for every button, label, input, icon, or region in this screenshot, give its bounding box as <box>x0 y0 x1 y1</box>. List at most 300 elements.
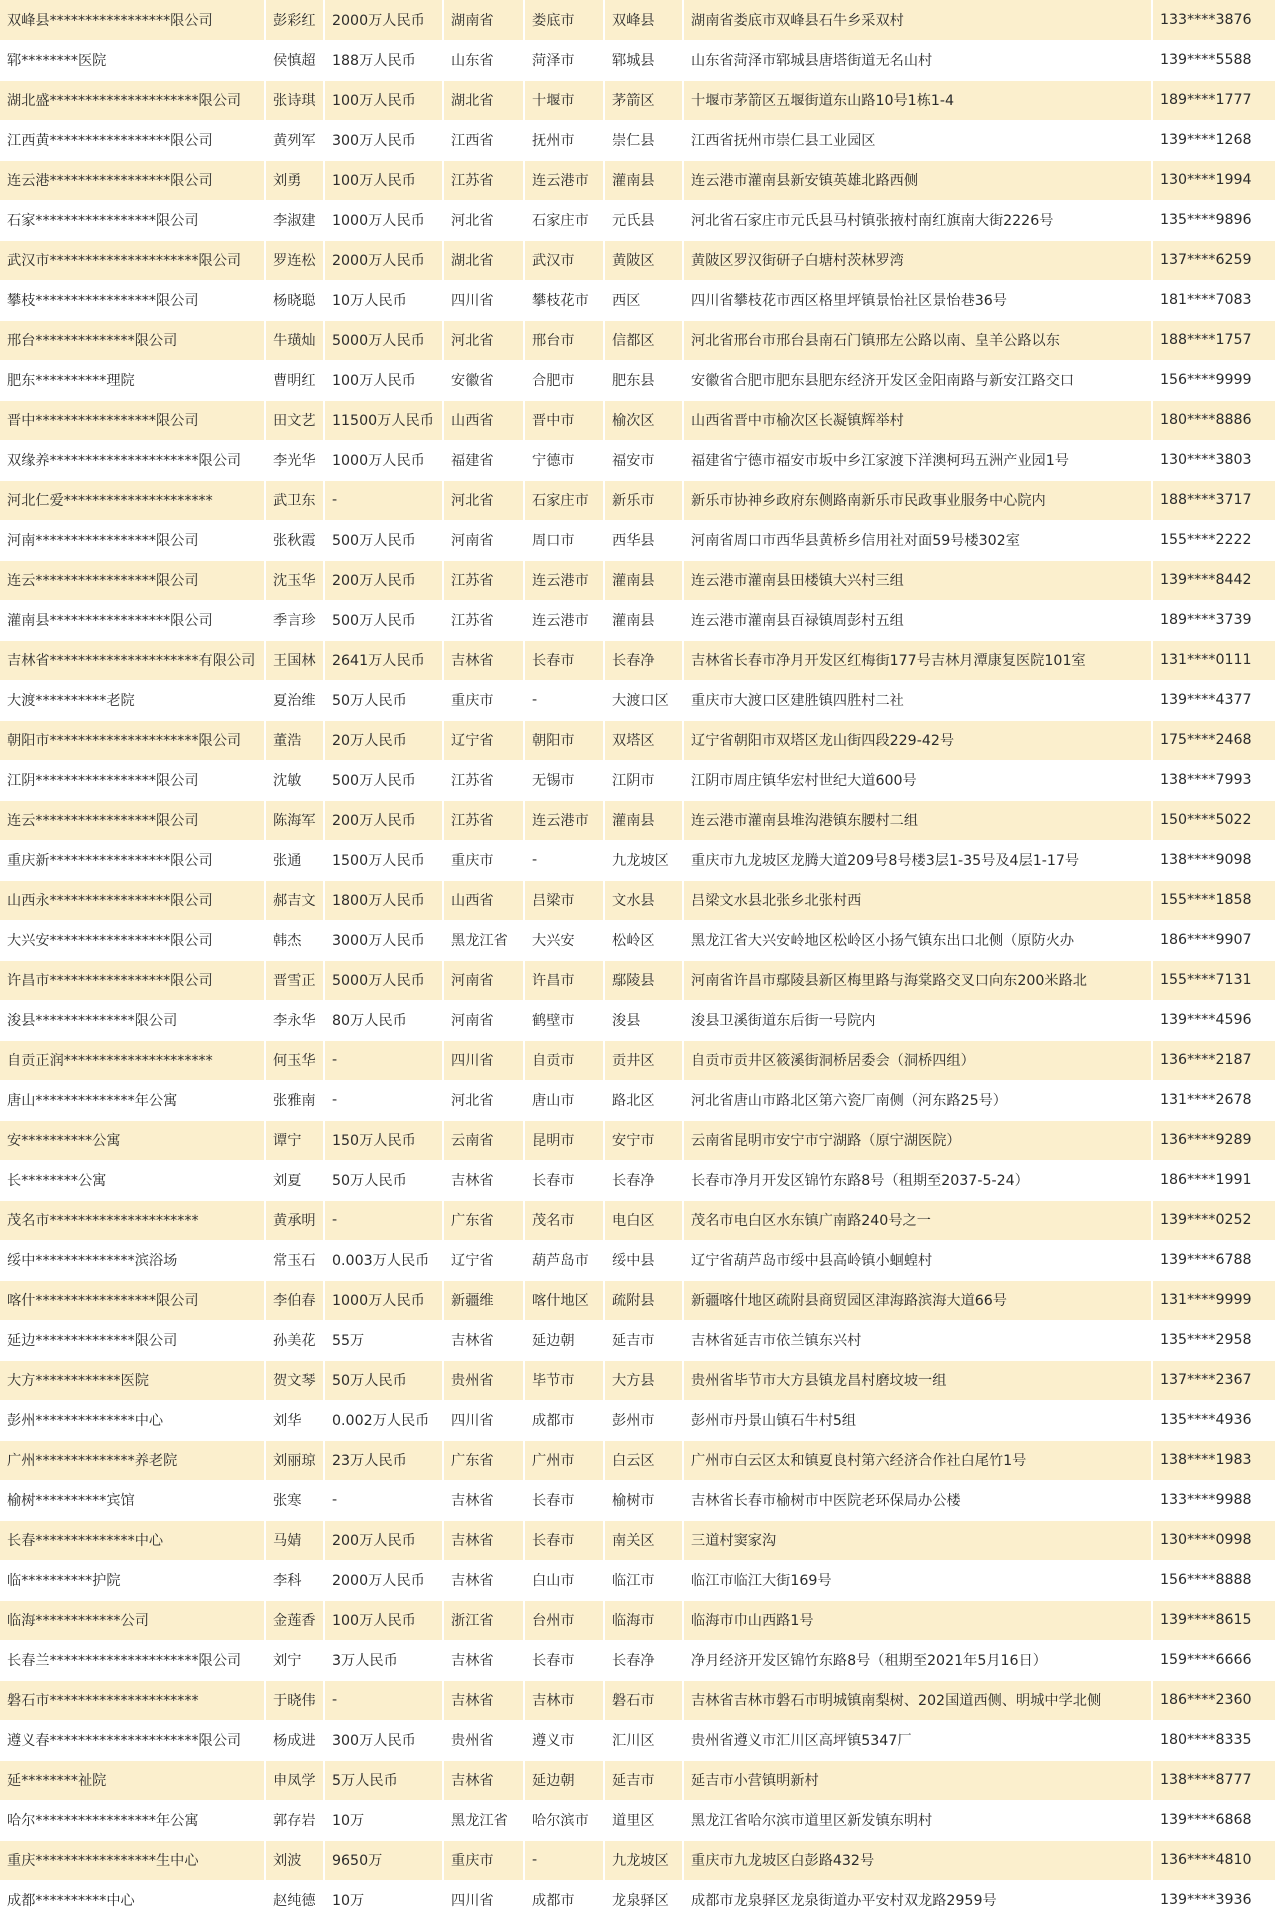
phone-cell: 159****6666 <box>1152 1640 1276 1680</box>
phone-cell: 181****7083 <box>1152 280 1276 320</box>
capital-cell: 80万人民币 <box>324 1000 443 1040</box>
address-cell: 吉林省吉林市磐石市明城镇南梨树、202国道西侧、明城中学北侧 <box>683 1680 1152 1720</box>
city-cell: - <box>524 680 604 720</box>
contact-name-cell: 张雅南 <box>265 1080 324 1120</box>
capital-cell: - <box>324 1080 443 1120</box>
capital-cell: 10万 <box>324 1800 443 1840</box>
company-name-cell: 河北仁爱********************* <box>0 480 265 520</box>
district-cell: 肥东县 <box>604 360 683 400</box>
address-cell: 河南省许昌市鄢陵县新区梅里路与海棠路交叉口向东200米路北 <box>683 960 1152 1000</box>
city-cell: 石家庄市 <box>524 200 604 240</box>
contact-name-cell: 曹明红 <box>265 360 324 400</box>
province-cell: 福建省 <box>443 440 524 480</box>
city-cell: 成都市 <box>524 1400 604 1440</box>
phone-cell: 155****7131 <box>1152 960 1276 1000</box>
province-cell: 河南省 <box>443 520 524 560</box>
province-cell: 四川省 <box>443 1880 524 1920</box>
address-cell: 湖南省娄底市双峰县石牛乡采双村 <box>683 0 1152 40</box>
address-cell: 连云港市灌南县新安镇英雄北路西侧 <box>683 160 1152 200</box>
district-cell: 长春净 <box>604 1640 683 1680</box>
district-cell: 延吉市 <box>604 1320 683 1360</box>
contact-name-cell: 谭宁 <box>265 1120 324 1160</box>
company-name-cell: 临**********护院 <box>0 1560 265 1600</box>
capital-cell: - <box>324 1200 443 1240</box>
city-cell: 宁德市 <box>524 440 604 480</box>
company-name-cell: 榆树**********宾馆 <box>0 1480 265 1520</box>
company-name-cell: 朝阳市*********************限公司 <box>0 720 265 760</box>
capital-cell: 50万人民币 <box>324 1160 443 1200</box>
phone-cell: 139****8615 <box>1152 1600 1276 1640</box>
capital-cell: 1500万人民币 <box>324 840 443 880</box>
contact-name-cell: 沈玉华 <box>265 560 324 600</box>
contact-name-cell: 杨晓聪 <box>265 280 324 320</box>
district-cell: 新乐市 <box>604 480 683 520</box>
table-row <box>0 400 1276 440</box>
company-name-cell: 大兴安*****************限公司 <box>0 920 265 960</box>
capital-cell: 200万人民币 <box>324 1520 443 1560</box>
company-name-cell: 延边**************限公司 <box>0 1320 265 1360</box>
capital-cell: 1000万人民币 <box>324 1280 443 1320</box>
address-cell: 重庆市九龙坡区白彭路432号 <box>683 1840 1152 1880</box>
address-cell: 茂名市电白区水东镇广南路240号之一 <box>683 1200 1152 1240</box>
address-cell: 安徽省合肥市肥东县肥东经济开发区金阳南路与新安江路交口 <box>683 360 1152 400</box>
phone-cell: 136****2187 <box>1152 1040 1276 1080</box>
phone-cell: 180****8886 <box>1152 400 1276 440</box>
capital-cell: 100万人民币 <box>324 80 443 120</box>
company-name-cell: 河南*****************限公司 <box>0 520 265 560</box>
phone-cell: 156****8888 <box>1152 1560 1276 1600</box>
contact-name-cell: 孙美花 <box>265 1320 324 1360</box>
contact-name-cell: 牛璜灿 <box>265 320 324 360</box>
capital-cell: - <box>324 1040 443 1080</box>
contact-name-cell: 董浩 <box>265 720 324 760</box>
address-cell: 新疆喀什地区疏附县商贸园区津海路滨海大道66号 <box>683 1280 1152 1320</box>
company-name-cell: 郓********医院 <box>0 40 265 80</box>
company-name-cell: 山西永*****************限公司 <box>0 880 265 920</box>
district-cell: 临江市 <box>604 1560 683 1600</box>
province-cell: 辽宁省 <box>443 720 524 760</box>
contact-name-cell: 李淑建 <box>265 200 324 240</box>
capital-cell: 300万人民币 <box>324 120 443 160</box>
company-name-cell: 长********公寓 <box>0 1160 265 1200</box>
capital-cell: 5000万人民币 <box>324 320 443 360</box>
company-name-cell: 延********祉院 <box>0 1760 265 1800</box>
province-cell: 重庆市 <box>443 680 524 720</box>
phone-cell: 130****1994 <box>1152 160 1276 200</box>
table-row <box>0 640 1276 680</box>
city-cell: 武汉市 <box>524 240 604 280</box>
address-cell: 成都市龙泉驿区龙泉街道办平安村双龙路2959号 <box>683 1880 1152 1920</box>
city-cell: 台州市 <box>524 1600 604 1640</box>
province-cell: 江西省 <box>443 120 524 160</box>
capital-cell: - <box>324 1680 443 1720</box>
contact-name-cell: 夏治维 <box>265 680 324 720</box>
company-name-cell: 绥中**************滨浴场 <box>0 1240 265 1280</box>
company-name-cell: 武汉市*********************限公司 <box>0 240 265 280</box>
contact-name-cell: 侯慎超 <box>265 40 324 80</box>
address-cell: 延吉市小营镇明新村 <box>683 1760 1152 1800</box>
province-cell: 辽宁省 <box>443 1240 524 1280</box>
contact-name-cell: 于晓伟 <box>265 1680 324 1720</box>
province-cell: 河南省 <box>443 1000 524 1040</box>
capital-cell: 9650万 <box>324 1840 443 1880</box>
city-cell: 长春市 <box>524 1640 604 1680</box>
contact-name-cell: 陈海军 <box>265 800 324 840</box>
address-cell: 连云港市灌南县田楼镇大兴村三组 <box>683 560 1152 600</box>
province-cell: 江苏省 <box>443 560 524 600</box>
phone-cell: 130****3803 <box>1152 440 1276 480</box>
table-row <box>0 560 1276 600</box>
table-row <box>0 1640 1276 1680</box>
table-row <box>0 440 1276 480</box>
company-name-cell: 长春**************中心 <box>0 1520 265 1560</box>
district-cell: 双塔区 <box>604 720 683 760</box>
district-cell: 延吉市 <box>604 1760 683 1800</box>
province-cell: 安徽省 <box>443 360 524 400</box>
company-name-cell: 安**********公寓 <box>0 1120 265 1160</box>
phone-cell: 139****1268 <box>1152 120 1276 160</box>
district-cell: 鄢陵县 <box>604 960 683 1000</box>
company-name-cell: 双峰县*****************限公司 <box>0 0 265 40</box>
province-cell: 吉林省 <box>443 1680 524 1720</box>
address-cell: 重庆市大渡口区建胜镇四胜村二社 <box>683 680 1152 720</box>
city-cell: 白山市 <box>524 1560 604 1600</box>
company-name-cell: 磐石市********************* <box>0 1680 265 1720</box>
table-row <box>0 1800 1276 1840</box>
company-name-cell: 茂名市********************* <box>0 1200 265 1240</box>
capital-cell: 10万人民币 <box>324 280 443 320</box>
capital-cell: 50万人民币 <box>324 1360 443 1400</box>
city-cell: 广州市 <box>524 1440 604 1480</box>
capital-cell: 500万人民币 <box>324 600 443 640</box>
phone-cell: 133****3876 <box>1152 0 1276 40</box>
address-cell: 彭州市丹景山镇石牛村5组 <box>683 1400 1152 1440</box>
province-cell: 湖南省 <box>443 0 524 40</box>
table-row <box>0 1280 1276 1320</box>
table-row <box>0 1600 1276 1640</box>
district-cell: 黄陂区 <box>604 240 683 280</box>
city-cell: 吕梁市 <box>524 880 604 920</box>
company-name-cell: 彭州**************中心 <box>0 1400 265 1440</box>
phone-cell: 188****3717 <box>1152 480 1276 520</box>
capital-cell: 100万人民币 <box>324 160 443 200</box>
contact-name-cell: 刘宁 <box>265 1640 324 1680</box>
phone-cell: 136****4810 <box>1152 1840 1276 1880</box>
contact-name-cell: 黄承明 <box>265 1200 324 1240</box>
contact-name-cell: 刘华 <box>265 1400 324 1440</box>
address-cell: 江阴市周庄镇华宏村世纪大道600号 <box>683 760 1152 800</box>
city-cell: 大兴安 <box>524 920 604 960</box>
contact-name-cell: 王国林 <box>265 640 324 680</box>
capital-cell: 1800万人民币 <box>324 880 443 920</box>
city-cell: 周口市 <box>524 520 604 560</box>
city-cell: 十堰市 <box>524 80 604 120</box>
contact-name-cell: 李光华 <box>265 440 324 480</box>
province-cell: 吉林省 <box>443 1560 524 1600</box>
capital-cell: - <box>324 1480 443 1520</box>
phone-cell: 138****8777 <box>1152 1760 1276 1800</box>
address-cell: 福建省宁德市福安市坂中乡江家渡下洋澳柯玛五洲产业园1号 <box>683 440 1152 480</box>
address-cell: 河北省石家庄市元氏县马村镇张掖村南红旗南大街2226号 <box>683 200 1152 240</box>
province-cell: 黑龙江省 <box>443 920 524 960</box>
province-cell: 山西省 <box>443 880 524 920</box>
district-cell: 西华县 <box>604 520 683 560</box>
company-name-cell: 晋中*****************限公司 <box>0 400 265 440</box>
table-row <box>0 1040 1276 1080</box>
address-cell: 贵州省遵义市汇川区高坪镇5347厂 <box>683 1720 1152 1760</box>
table-row <box>0 1560 1276 1600</box>
table-row <box>0 480 1276 520</box>
phone-cell: 139****4596 <box>1152 1000 1276 1040</box>
phone-cell: 136****9289 <box>1152 1120 1276 1160</box>
district-cell: 灌南县 <box>604 560 683 600</box>
city-cell: 遵义市 <box>524 1720 604 1760</box>
province-cell: 黑龙江省 <box>443 1800 524 1840</box>
phone-cell: 139****8442 <box>1152 560 1276 600</box>
province-cell: 河北省 <box>443 1080 524 1120</box>
address-cell: 辽宁省葫芦岛市绥中县高岭镇小蛔蝗村 <box>683 1240 1152 1280</box>
table-row <box>0 1240 1276 1280</box>
contact-name-cell: 郭存岩 <box>265 1800 324 1840</box>
district-cell: 江阴市 <box>604 760 683 800</box>
company-name-cell: 大方************医院 <box>0 1360 265 1400</box>
city-cell: 朝阳市 <box>524 720 604 760</box>
phone-cell: 188****1757 <box>1152 320 1276 360</box>
capital-cell: 500万人民币 <box>324 760 443 800</box>
table-row <box>0 200 1276 240</box>
contact-name-cell: 李伯春 <box>265 1280 324 1320</box>
table-row <box>0 1080 1276 1120</box>
province-cell: 江苏省 <box>443 600 524 640</box>
city-cell: 连云港市 <box>524 560 604 600</box>
district-cell: 疏附县 <box>604 1280 683 1320</box>
contact-name-cell: 张寒 <box>265 1480 324 1520</box>
company-name-cell: 自贡正润********************* <box>0 1040 265 1080</box>
company-name-cell: 连云*****************限公司 <box>0 560 265 600</box>
address-cell: 贵州省毕节市大方县镇龙昌村磨坟坡一组 <box>683 1360 1152 1400</box>
capital-cell: 3万人民币 <box>324 1640 443 1680</box>
capital-cell: 100万人民币 <box>324 360 443 400</box>
capital-cell: 0.003万人民币 <box>324 1240 443 1280</box>
district-cell: 松岭区 <box>604 920 683 960</box>
province-cell: 湖北省 <box>443 240 524 280</box>
phone-cell: 139****6788 <box>1152 1240 1276 1280</box>
table-row <box>0 960 1276 1000</box>
phone-cell: 138****7993 <box>1152 760 1276 800</box>
phone-cell: 139****3936 <box>1152 1880 1276 1920</box>
contact-name-cell: 常玉石 <box>265 1240 324 1280</box>
city-cell: 连云港市 <box>524 160 604 200</box>
table-row <box>0 1160 1276 1200</box>
company-name-cell: 灌南县*****************限公司 <box>0 600 265 640</box>
table-row <box>0 920 1276 960</box>
table-row <box>0 1000 1276 1040</box>
table-row <box>0 1440 1276 1480</box>
table-row <box>0 1720 1276 1760</box>
province-cell: 山西省 <box>443 400 524 440</box>
city-cell: 成都市 <box>524 1880 604 1920</box>
district-cell: 灌南县 <box>604 800 683 840</box>
table-row <box>0 760 1276 800</box>
province-cell: 江苏省 <box>443 760 524 800</box>
province-cell: 吉林省 <box>443 1320 524 1360</box>
capital-cell: 2000万人民币 <box>324 0 443 40</box>
table-row <box>0 1760 1276 1800</box>
address-cell: 辽宁省朝阳市双塔区龙山街四段229-42号 <box>683 720 1152 760</box>
table-row <box>0 1520 1276 1560</box>
contact-name-cell: 金莲香 <box>265 1600 324 1640</box>
phone-cell: 186****2360 <box>1152 1680 1276 1720</box>
phone-cell: 186****1991 <box>1152 1160 1276 1200</box>
capital-cell: 150万人民币 <box>324 1120 443 1160</box>
address-cell: 十堰市茅箭区五堰街道东山路10号1栋1-4 <box>683 80 1152 120</box>
company-name-cell: 许昌市*****************限公司 <box>0 960 265 1000</box>
province-cell: 浙江省 <box>443 1600 524 1640</box>
contact-name-cell: 何玉华 <box>265 1040 324 1080</box>
contact-name-cell: 彭彩红 <box>265 0 324 40</box>
table-row <box>0 1360 1276 1400</box>
address-cell: 吕梁文水县北张乡北张村西 <box>683 880 1152 920</box>
address-cell: 浚县卫溪街道东后街一号院内 <box>683 1000 1152 1040</box>
table-row <box>0 160 1276 200</box>
province-cell: 重庆市 <box>443 840 524 880</box>
contact-name-cell: 李永华 <box>265 1000 324 1040</box>
district-cell: 浚县 <box>604 1000 683 1040</box>
province-cell: 四川省 <box>443 1040 524 1080</box>
address-cell: 临海市巾山西路1号 <box>683 1600 1152 1640</box>
province-cell: 湖北省 <box>443 80 524 120</box>
capital-cell: 5万人民币 <box>324 1760 443 1800</box>
address-cell: 吉林省延吉市依兰镇东兴村 <box>683 1320 1152 1360</box>
phone-cell: 131****2678 <box>1152 1080 1276 1120</box>
province-cell: 吉林省 <box>443 1640 524 1680</box>
province-cell: 吉林省 <box>443 1520 524 1560</box>
district-cell: 安宁市 <box>604 1120 683 1160</box>
district-cell: 大方县 <box>604 1360 683 1400</box>
district-cell: 灌南县 <box>604 160 683 200</box>
table-row <box>0 1120 1276 1160</box>
phone-cell: 135****2958 <box>1152 1320 1276 1360</box>
company-name-cell: 哈尔*****************年公寓 <box>0 1800 265 1840</box>
address-cell: 连云港市灌南县堆沟港镇东腰村二组 <box>683 800 1152 840</box>
contact-name-cell: 马婧 <box>265 1520 324 1560</box>
phone-cell: 180****8335 <box>1152 1720 1276 1760</box>
district-cell: 汇川区 <box>604 1720 683 1760</box>
capital-cell: 50万人民币 <box>324 680 443 720</box>
company-name-cell: 攀枝*****************限公司 <box>0 280 265 320</box>
company-name-cell: 浚县**************限公司 <box>0 1000 265 1040</box>
district-cell: 磐石市 <box>604 1680 683 1720</box>
contact-name-cell: 韩杰 <box>265 920 324 960</box>
district-cell: 道里区 <box>604 1800 683 1840</box>
contact-name-cell: 武卫东 <box>265 480 324 520</box>
contact-name-cell: 李科 <box>265 1560 324 1600</box>
address-cell: 黑龙江省哈尔滨市道里区新发镇东明村 <box>683 1800 1152 1840</box>
address-cell: 河北省唐山市路北区第六瓷厂南侧（河东路25号） <box>683 1080 1152 1120</box>
contact-name-cell: 田文艺 <box>265 400 324 440</box>
district-cell: 灌南县 <box>604 600 683 640</box>
table-row <box>0 120 1276 160</box>
address-cell: 吉林省长春市净月开发区红梅街177号吉林月潭康复医院101室 <box>683 640 1152 680</box>
district-cell: 白云区 <box>604 1440 683 1480</box>
phone-cell: 139****5588 <box>1152 40 1276 80</box>
city-cell: 长春市 <box>524 1160 604 1200</box>
province-cell: 吉林省 <box>443 1160 524 1200</box>
company-name-cell: 大渡**********老院 <box>0 680 265 720</box>
address-cell: 吉林省长春市榆树市中医院老环保局办公楼 <box>683 1480 1152 1520</box>
city-cell: - <box>524 840 604 880</box>
capital-cell: 1000万人民币 <box>324 200 443 240</box>
address-cell: 三道村窦家沟 <box>683 1520 1152 1560</box>
city-cell: 昆明市 <box>524 1120 604 1160</box>
contact-name-cell: 黄列军 <box>265 120 324 160</box>
capital-cell: 0.002万人民币 <box>324 1400 443 1440</box>
capital-cell: 10万 <box>324 1880 443 1920</box>
capital-cell: 500万人民币 <box>324 520 443 560</box>
city-cell: 毕节市 <box>524 1360 604 1400</box>
address-cell: 江西省抚州市崇仁县工业园区 <box>683 120 1152 160</box>
contact-name-cell: 刘波 <box>265 1840 324 1880</box>
province-cell: 江苏省 <box>443 160 524 200</box>
province-cell: 河北省 <box>443 320 524 360</box>
capital-cell: 2641万人民币 <box>324 640 443 680</box>
province-cell: 贵州省 <box>443 1360 524 1400</box>
table-row <box>0 1320 1276 1360</box>
phone-cell: 189****3739 <box>1152 600 1276 640</box>
table-row <box>0 0 1276 40</box>
city-cell: 连云港市 <box>524 800 604 840</box>
district-cell: 九龙坡区 <box>604 840 683 880</box>
table-row <box>0 320 1276 360</box>
phone-cell: 155****2222 <box>1152 520 1276 560</box>
address-cell: 自贡市贡井区筱溪街洞桥居委会（洞桥四组） <box>683 1040 1152 1080</box>
address-cell: 山东省菏泽市郓城县唐塔街道无名山村 <box>683 40 1152 80</box>
city-cell: 邢台市 <box>524 320 604 360</box>
district-cell: 长春净 <box>604 1160 683 1200</box>
province-cell: 江苏省 <box>443 800 524 840</box>
district-cell: 电白区 <box>604 1200 683 1240</box>
table-row <box>0 840 1276 880</box>
district-cell: 榆次区 <box>604 400 683 440</box>
capital-cell: 200万人民币 <box>324 560 443 600</box>
address-cell: 长春市净月开发区锦竹东路8号（租期至2037-5-24） <box>683 1160 1152 1200</box>
company-name-cell: 临海************公司 <box>0 1600 265 1640</box>
company-name-cell: 双缘养*********************限公司 <box>0 440 265 480</box>
company-name-cell: 喀什*****************限公司 <box>0 1280 265 1320</box>
table-row <box>0 520 1276 560</box>
capital-cell: - <box>324 480 443 520</box>
table-row <box>0 1200 1276 1240</box>
contact-name-cell: 罗连松 <box>265 240 324 280</box>
phone-cell: 139****6868 <box>1152 1800 1276 1840</box>
capital-cell: 2000万人民币 <box>324 240 443 280</box>
district-cell: 龙泉驿区 <box>604 1880 683 1920</box>
district-cell: 彭州市 <box>604 1400 683 1440</box>
phone-cell: 189****1777 <box>1152 80 1276 120</box>
address-cell: 四川省攀枝花市西区格里坪镇景怡社区景怡巷36号 <box>683 280 1152 320</box>
capital-cell: 11500万人民币 <box>324 400 443 440</box>
table-row <box>0 680 1276 720</box>
province-cell: 广东省 <box>443 1200 524 1240</box>
contact-name-cell: 刘夏 <box>265 1160 324 1200</box>
phone-cell: 138****1983 <box>1152 1440 1276 1480</box>
table-row <box>0 280 1276 320</box>
city-cell: 喀什地区 <box>524 1280 604 1320</box>
phone-cell: 138****9098 <box>1152 840 1276 880</box>
address-cell: 临江市临江大街169号 <box>683 1560 1152 1600</box>
table-row <box>0 1680 1276 1720</box>
company-name-cell: 石家*****************限公司 <box>0 200 265 240</box>
